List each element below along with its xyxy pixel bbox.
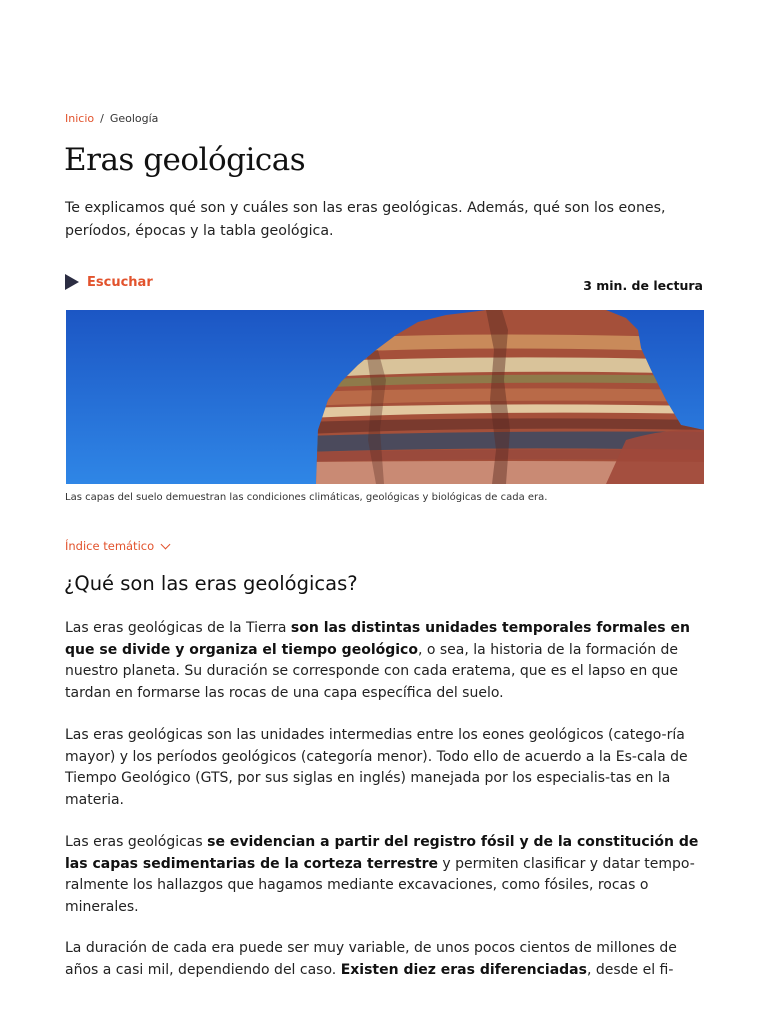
paragraph-1-text: Las eras geológicas de la Tierra: [65, 620, 291, 636]
page-title: Eras geológicas: [64, 142, 306, 178]
paragraph-3-text: Las eras geológicas: [65, 834, 208, 850]
article-intro: Te explicamos qué son y cuáles son las eras geológicas. Además, qué son los eones, períodos, épocas y la tabla geológica.: [65, 200, 666, 239]
paragraph-1-bold: son las distintas unidades temporales formales en que se divide y organiza el tiempo geológico: [65, 620, 690, 658]
paragraph-2: Las eras geológicas son las unidades intermedias entre los eones geológicos (catego-ría mayor) y los períodos geológicos (categoría menor). Todo ello de acuerdo a la Es-cala de Tiempo Geológico (GTS, por sus siglas en inglés) manejada por los especialis-tas en la materia.: [65, 727, 688, 808]
listen-button[interactable]: [65, 274, 153, 290]
image-caption: Las capas del suelo demuestran las condiciones climáticas, geológicas y biológicas de cada era.: [65, 492, 548, 503]
breadcrumb-home-link[interactable]: Inicio: [65, 112, 95, 125]
section-heading: ¿Qué son las eras geológicas?: [64, 572, 358, 595]
paragraph-3-bold: se evidencian a partir del registro fósil y de la constitución de las capas sedimentarias de la corteza terrestre: [65, 834, 699, 872]
paragraph-4-text: La duración de cada era puede ser muy variable, de unos pocos cientos de millones de años a casi mil, dependiendo del caso.: [65, 940, 677, 978]
chevron-down-icon: [161, 539, 171, 549]
paragraph-3-text-end: y permiten clasificar y datar tempo-ralmente los hallazgos que hagamos mediante excavaciones, como fósiles, rocas o minerales.: [65, 855, 695, 915]
rock-formation-illustration: [66, 310, 704, 484]
paragraph-4: [65, 938, 705, 981]
paragraph-4-bold: Existen diez eras diferenciadas: [340, 961, 587, 978]
breadcrumb-separator: /: [100, 112, 104, 125]
breadcrumb: [65, 112, 158, 125]
toc-label: Índice temático: [65, 539, 155, 553]
paragraph-4-text-end: , desde el fi-: [586, 961, 674, 978]
paragraph-3: [65, 832, 705, 918]
paragraph-1-text-end: , o sea, la historia de la formación de nuestro planeta. Su duración se corresponde con cada eratema, que es el lapso en que tardan en formarse las rocas de una capa específica del suelo.: [65, 641, 679, 701]
toc-toggle[interactable]: [65, 539, 169, 553]
listen-label: Escuchar: [87, 274, 153, 290]
read-time: 3 min. de lectura: [583, 278, 703, 293]
hero-image: [66, 310, 704, 484]
breadcrumb-current-link[interactable]: Geología: [109, 112, 159, 125]
play-icon: [65, 274, 79, 290]
paragraph-1: [65, 618, 705, 704]
